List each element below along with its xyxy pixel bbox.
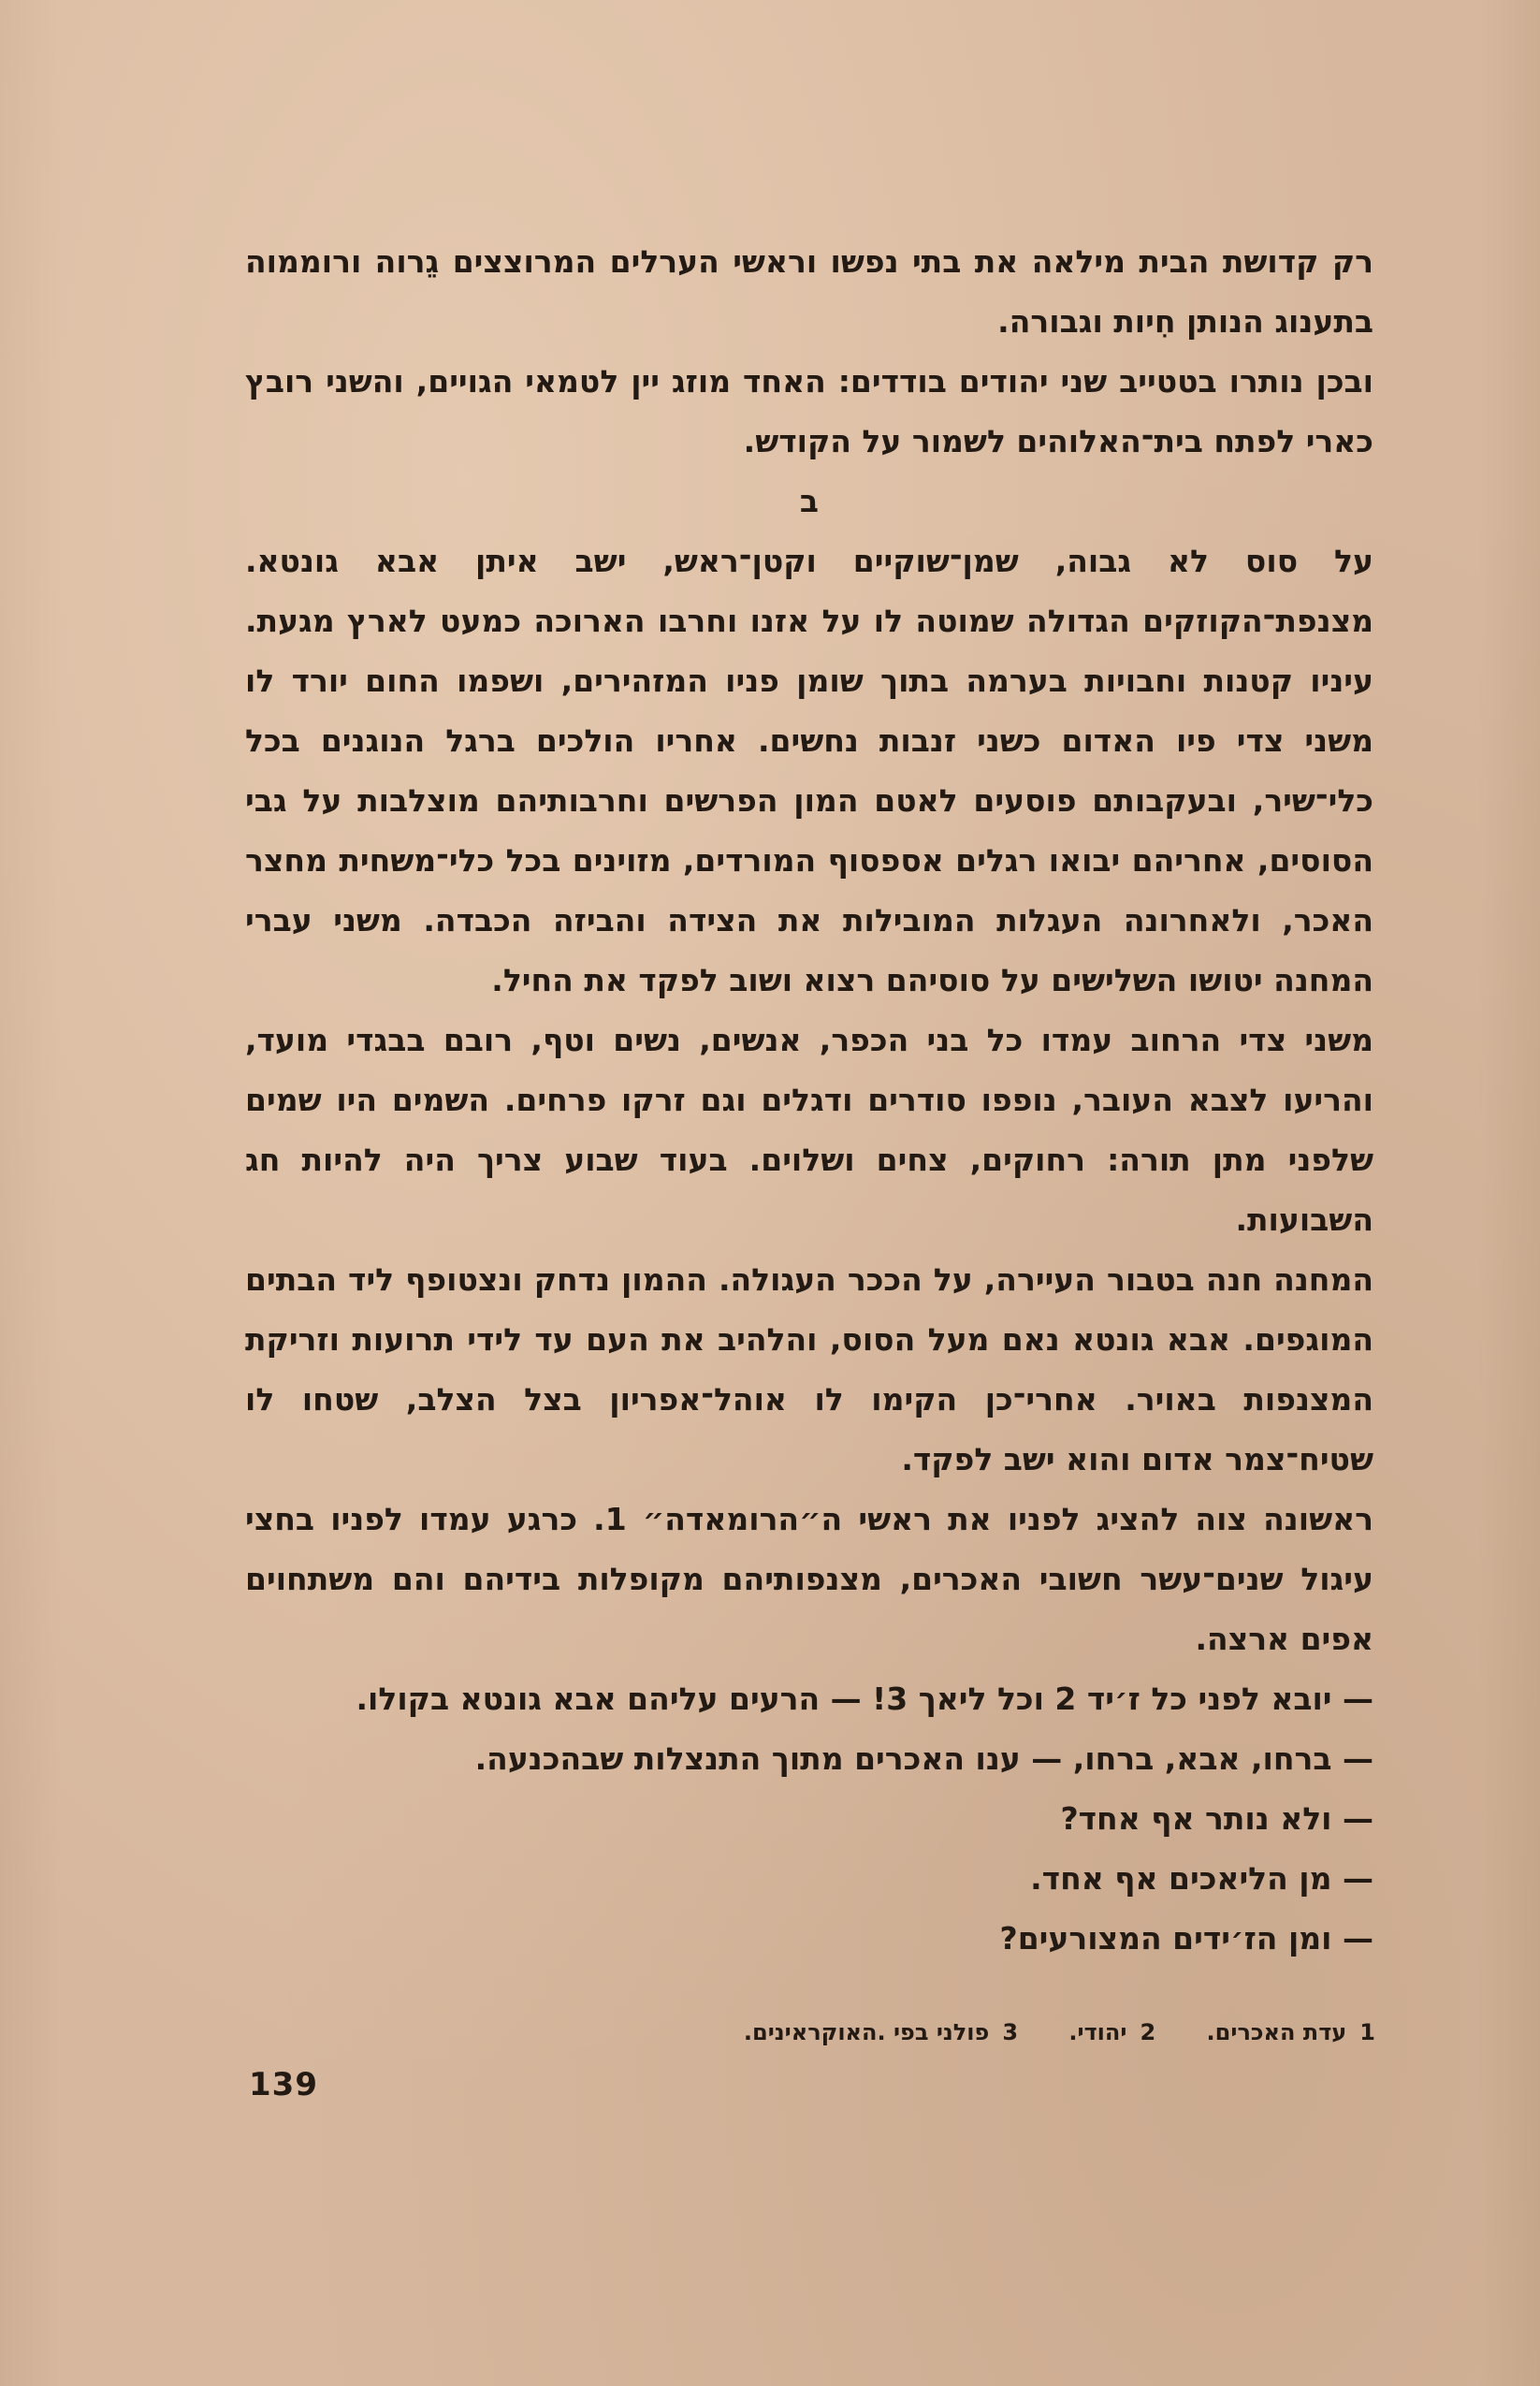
footnote-number: 2 bbox=[1140, 2019, 1156, 2045]
footnote bbox=[1207, 2014, 1375, 2051]
paragraph-3: על סוס לא גבוה, שמן־שוקיים וקטן־ראש, ישב איתן אבא גונטא. מצנפת־הקוזקים הגדולה שמוטה לו על אזנו וחרבו הארוכה כמעט לארץ מגעת. עיניו קטנות וחבויות בערמה בתוך שומן פניו המזהירים, ושפמו החום יורד לו משני צדי פיו האדום כשני זנבות נחשים. אחריו הולכים ברגל הנוגנים בכל כלי־שיר, ובעקבותם פוסעים לאטם המון הפרשים וחרבותיהם מוצלבות על גבי הסוסים, אחריהם יבואו רגלים אספסוף המורדים, מזוינים בכל כלי־משחית מחצר האכר, ולאחרונה העגלות המובילות את הצידה והביזה הכבדה. משני עברי המחנה יטושו השלישים על סוסיהם רצוא ושוב לפקד את החיל. bbox=[245, 543, 1373, 998]
footnote-number: 1 bbox=[1359, 2019, 1375, 2045]
page-number: 139 bbox=[249, 2066, 318, 2103]
footnote-text: יהודי. bbox=[1068, 2019, 1127, 2045]
dialogue-line-2: — ברחו, אבא, ברחו, — ענו האכרים מתוך התנצלות שבהכנעה. bbox=[474, 1740, 1373, 1777]
paragraph-4: משני צדי הרחוב עמדו כל בני הכפר, אנשים, נשים וטף, רובם בבגדי מועד, והריעו לצבא העובר, נופפו סודרים ודגלים וגם זרקו פרחים. השמים היו שמים שלפני מתן תורה: רחוקים, צחים ושלוים. בעוד שבוע צריך היה להיות חג השבועות. bbox=[245, 1022, 1373, 1238]
paragraph-1: רק קדושת הבית מילאה את בתי נפשו וראשי הערלים המרוצצים גֵרוה ורוממוה בתענוג הנותן חִיות וגבורה. bbox=[245, 243, 1373, 340]
paragraph-6: ראשונה צוה להציג לפניו את ראשי ה״הרומאדה״ 1. כרגע עמדו לפניו בחצי עיגול שנים־עשר חשובי האכרים, מצנפותיהם מקופלות בידיהם והם משתחוים אפים ארצה. bbox=[245, 1501, 1373, 1657]
main-text bbox=[245, 232, 1373, 1969]
footnote bbox=[744, 2014, 1018, 2051]
footnote-text: עדת האכרים. bbox=[1206, 2019, 1347, 2045]
paragraph-2: ובכן נותרו בטטייב שני יהודים בודדים: האחד מוזג יין לטמאי הגויים, והשני רובץ כארי לפתח בית־האלוהים לשמור על הקודש. bbox=[245, 363, 1373, 459]
dialogue-line-3: — ולא נותר אף אחד? bbox=[1060, 1800, 1373, 1837]
footnotes bbox=[402, 2014, 1375, 2051]
dialogue-line-5: — ומן הז׳ידים המצורעים? bbox=[999, 1920, 1373, 1957]
footnote bbox=[1068, 2014, 1155, 2051]
dialogue-line-1: — יובא לפני כל ז׳יד 2 וכל ליאך 3! — הרעים עליהם אבא גונטא בקולו. bbox=[356, 1680, 1373, 1717]
footnote-number: 3 bbox=[1002, 2019, 1019, 2045]
paragraph-5: המחנה חנה בטבור העיירה, על הככר העגולה. ההמון נדחק ונצטופף ליד הבתים המוגפים. אבא גונטא נאם מעל הסוס, והלהיב את העם עד לידי תרועות וזריקת המצנפות באויר. אחרי־כן הקימו לו אוהל־אפריון בצל הצלב, שטחו לו שטיח־צמר אדום והוא ישב לפקד. bbox=[245, 1261, 1373, 1477]
section-heading: ב bbox=[799, 483, 820, 519]
dialogue-line-4: — מן הליאכים אף אחד. bbox=[1030, 1860, 1373, 1897]
footnote-text: פולני בפי .האוקראינים. bbox=[743, 2019, 990, 2045]
